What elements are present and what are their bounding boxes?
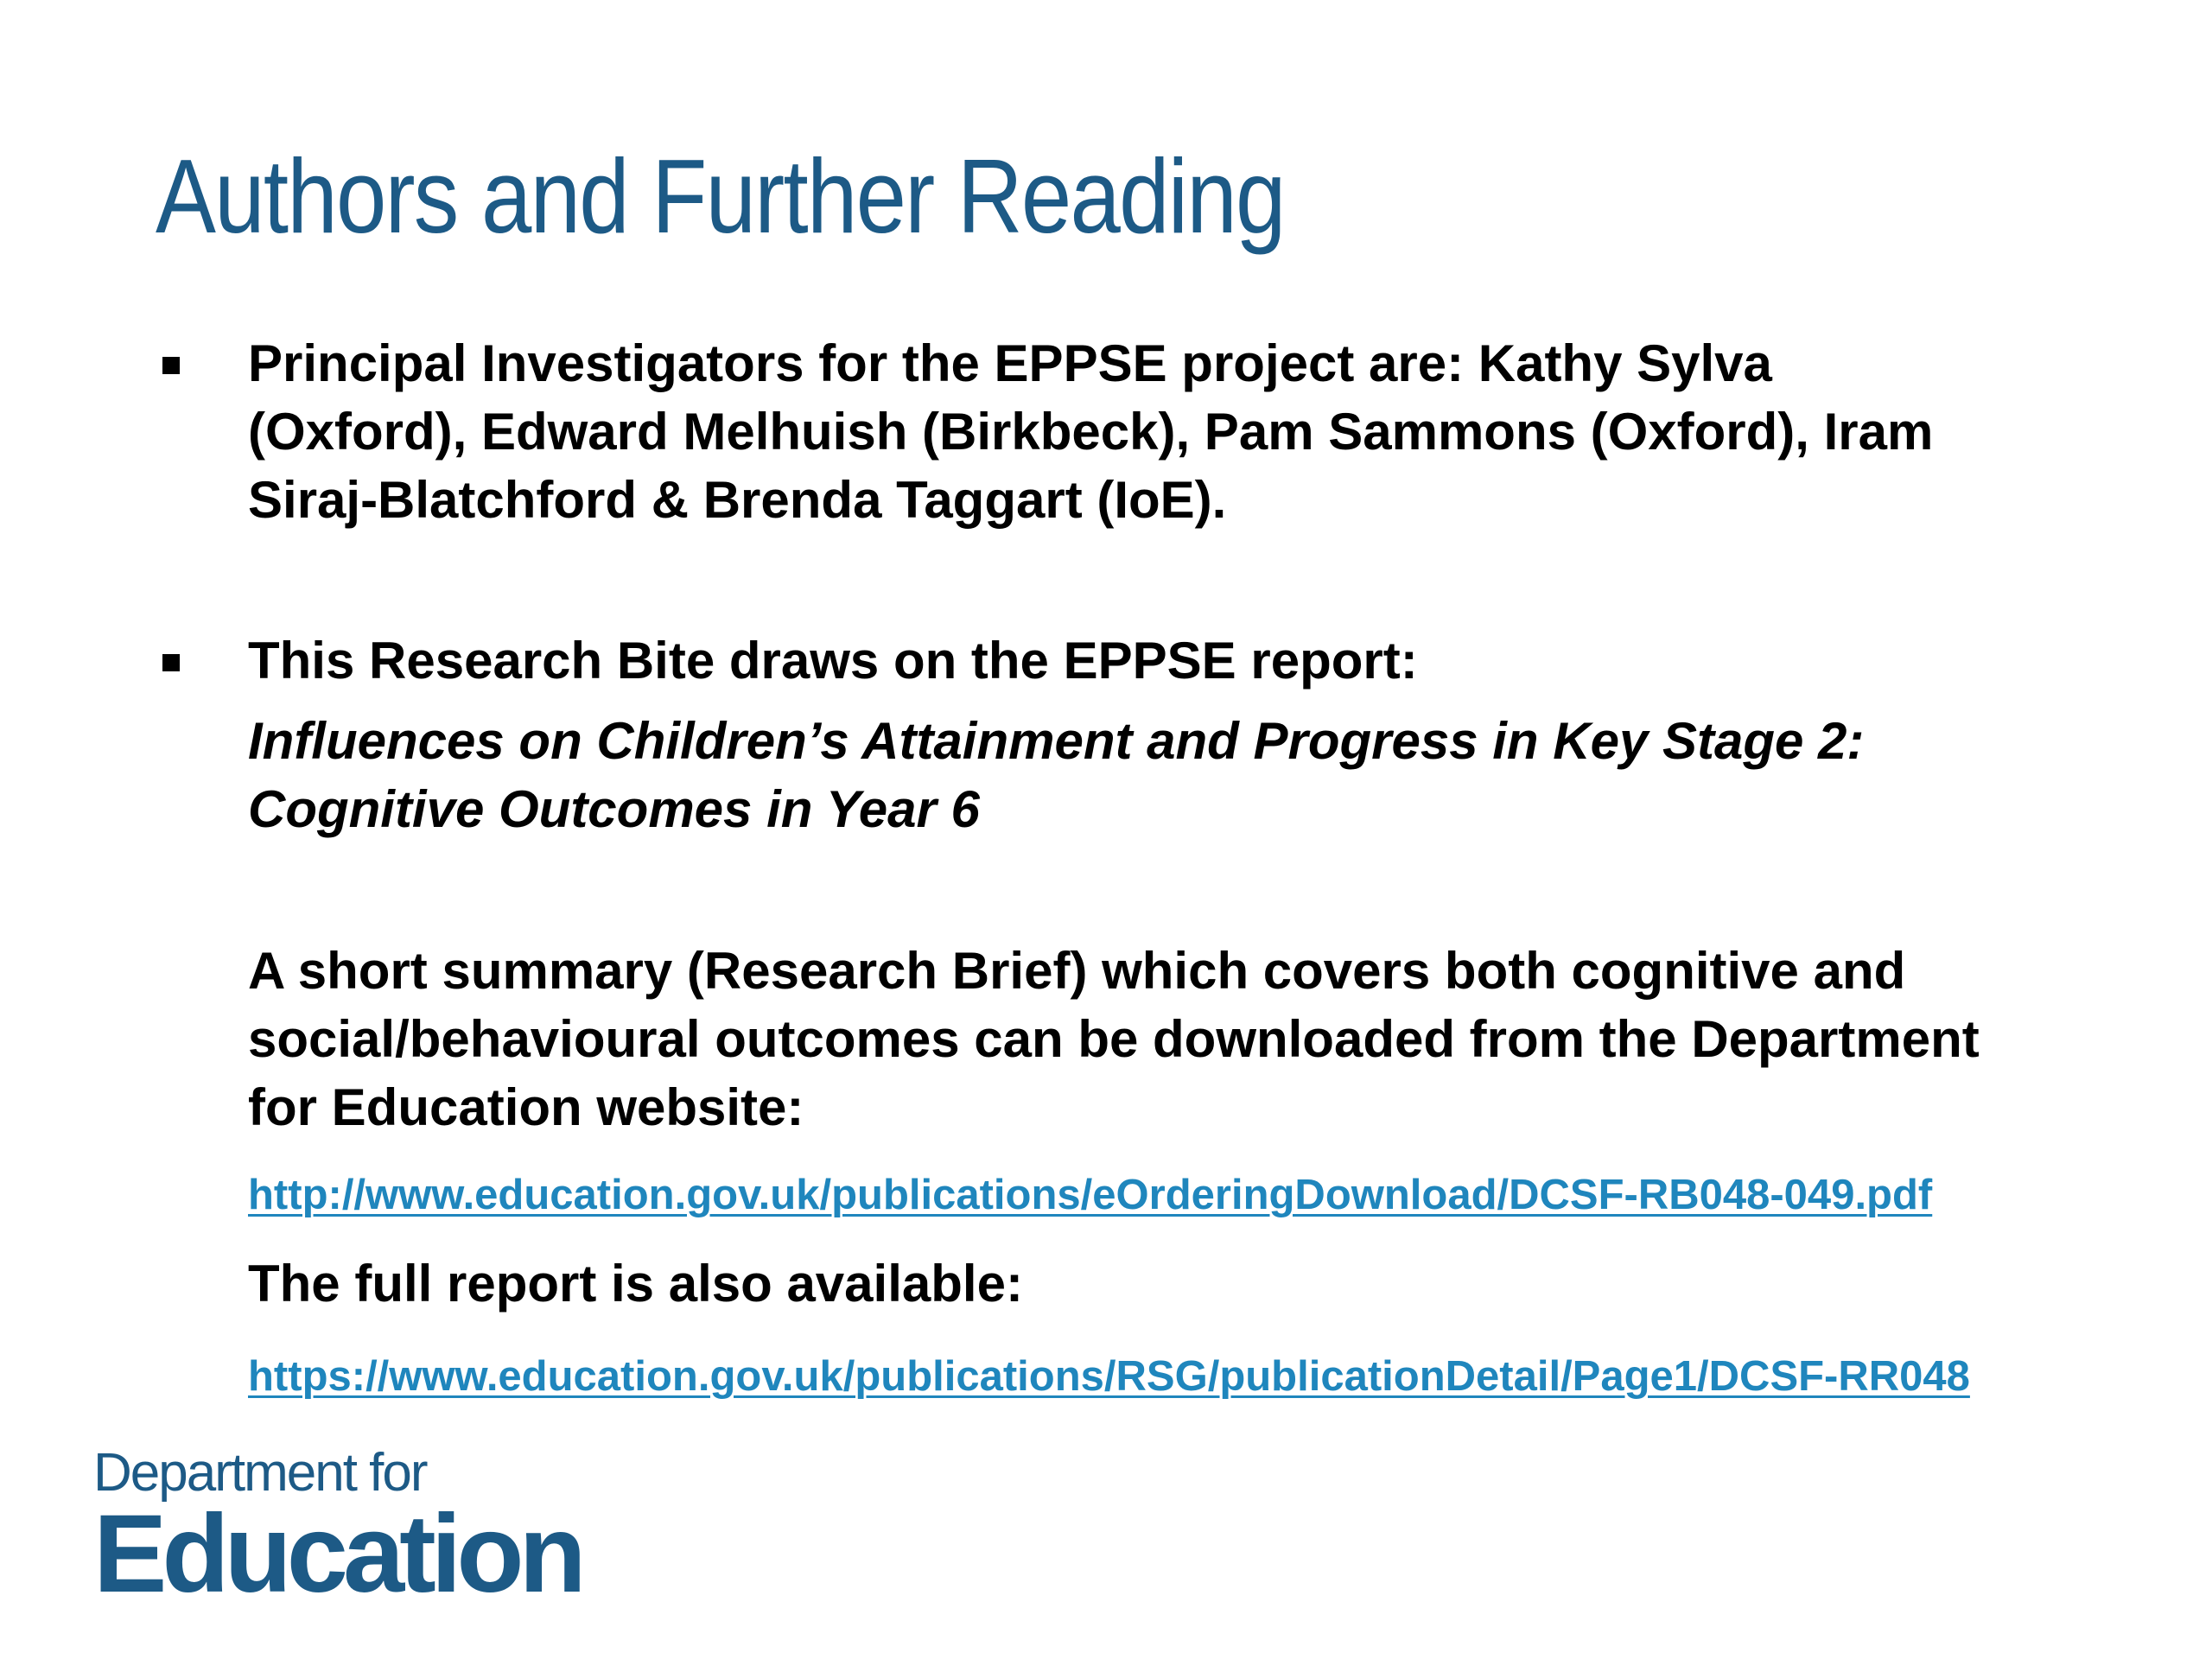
summary-line-3: for Education website:	[248, 1078, 804, 1136]
report-title-line-2: Cognitive Outcomes in Year 6	[248, 780, 980, 838]
investigators-paragraph	[248, 329, 2149, 534]
investigators-line-2: (Oxford), Edward Melhuish (Birkbeck), Pam Sammons (Oxford), Iram	[248, 403, 1934, 461]
full-report-link[interactable]: https://www.education.gov.uk/publications/RSG/publicationDetail/Page1/DCSF-RR048	[248, 1353, 1970, 1400]
report-title	[248, 707, 2149, 843]
logo-line-1: Department for	[93, 1443, 427, 1503]
investigators-line-3: Siraj-Blatchford & Brenda Taggart (IoE).	[248, 471, 1227, 529]
bullet-marker-2	[162, 654, 180, 671]
full-report-text: The full report is also available:	[248, 1255, 1023, 1313]
slide-title: Authors and Further Reading	[156, 137, 1285, 255]
investigators-line-1: Principal Investigators for the EPPSE project are: Kathy Sylva	[248, 334, 1772, 392]
summary-line-2: social/behavioural outcomes can be downloaded from the Department	[248, 1010, 1980, 1068]
logo-line-2: Education	[93, 1492, 582, 1616]
department-for-education-logo	[93, 1443, 582, 1616]
summary-paragraph	[248, 937, 2149, 1141]
research-brief-link[interactable]: http://www.education.gov.uk/publications/eOrderingDownload/DCSF-RB048-049.pdf	[248, 1172, 1933, 1218]
report-title-line-1: Influences on Children’s Attainment and Progress in Key Stage 2:	[248, 712, 1865, 770]
bullet-marker-1	[162, 357, 180, 374]
summary-line-1: A short summary (Research Brief) which covers both cognitive and	[248, 942, 1906, 1000]
research-bite-intro: This Research Bite draws on the EPPSE report:	[248, 632, 1418, 690]
